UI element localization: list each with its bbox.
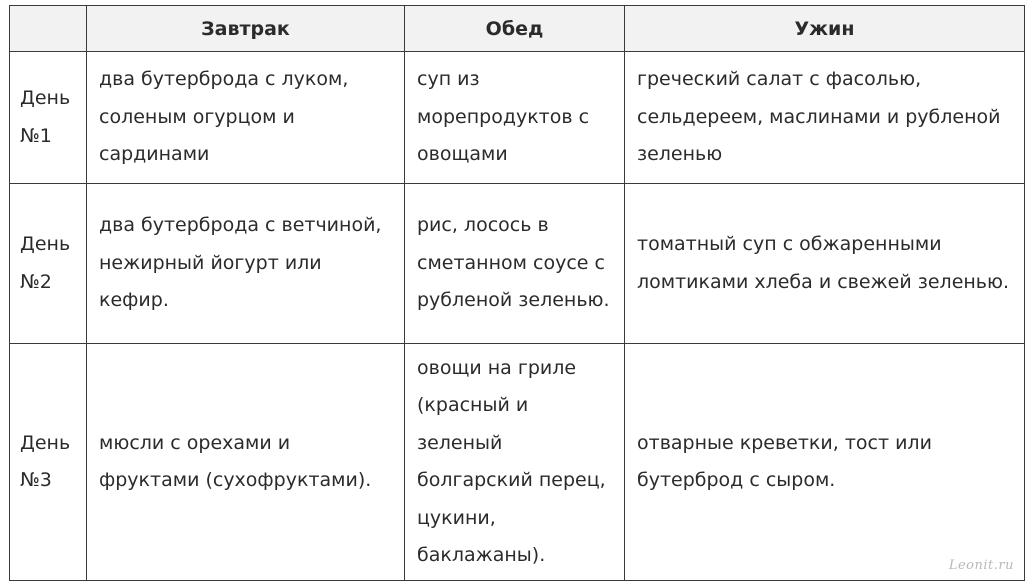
day-label-cell: День №2: [10, 184, 87, 344]
table-row: [10, 184, 1025, 344]
header-breakfast: Завтрак: [87, 6, 405, 52]
table-row: [10, 52, 1025, 184]
header-lunch: Обед: [405, 6, 625, 52]
dinner-cell: греческий салат с фасолью, сельдереем, маслинами и рубленой зеленью: [625, 52, 1025, 184]
meal-plan-table: [9, 5, 1025, 581]
header-row: [10, 6, 1025, 52]
lunch-cell: суп из морепродуктов с овощами: [405, 52, 625, 184]
breakfast-cell: два бутерброда с ветчиной, нежирный йогурт или кефир.: [87, 184, 405, 344]
lunch-cell: овощи на гриле (красный и зеленый болгарский перец, цукини, баклажаны).: [405, 344, 625, 581]
breakfast-cell: мюсли с орехами и фруктами (сухофруктами).: [87, 344, 405, 581]
lunch-cell: рис, лосось в сметанном соусе с рубленой зеленью.: [405, 184, 625, 344]
dinner-cell: отварные креветки, тост или бутерброд с сыром.: [625, 344, 1025, 581]
table-row: [10, 344, 1025, 581]
breakfast-cell: два бутерброда с луком, соленым огурцом и сардинами: [87, 52, 405, 184]
watermark: Leonit.ru: [948, 558, 1014, 573]
day-label-cell: День №3: [10, 344, 87, 581]
dinner-cell: томатный суп с обжаренными ломтиками хлеба и свежей зеленью.: [625, 184, 1025, 344]
header-dinner: Ужин: [625, 6, 1025, 52]
header-corner-cell: [10, 6, 87, 52]
day-label-cell: День №1: [10, 52, 87, 184]
